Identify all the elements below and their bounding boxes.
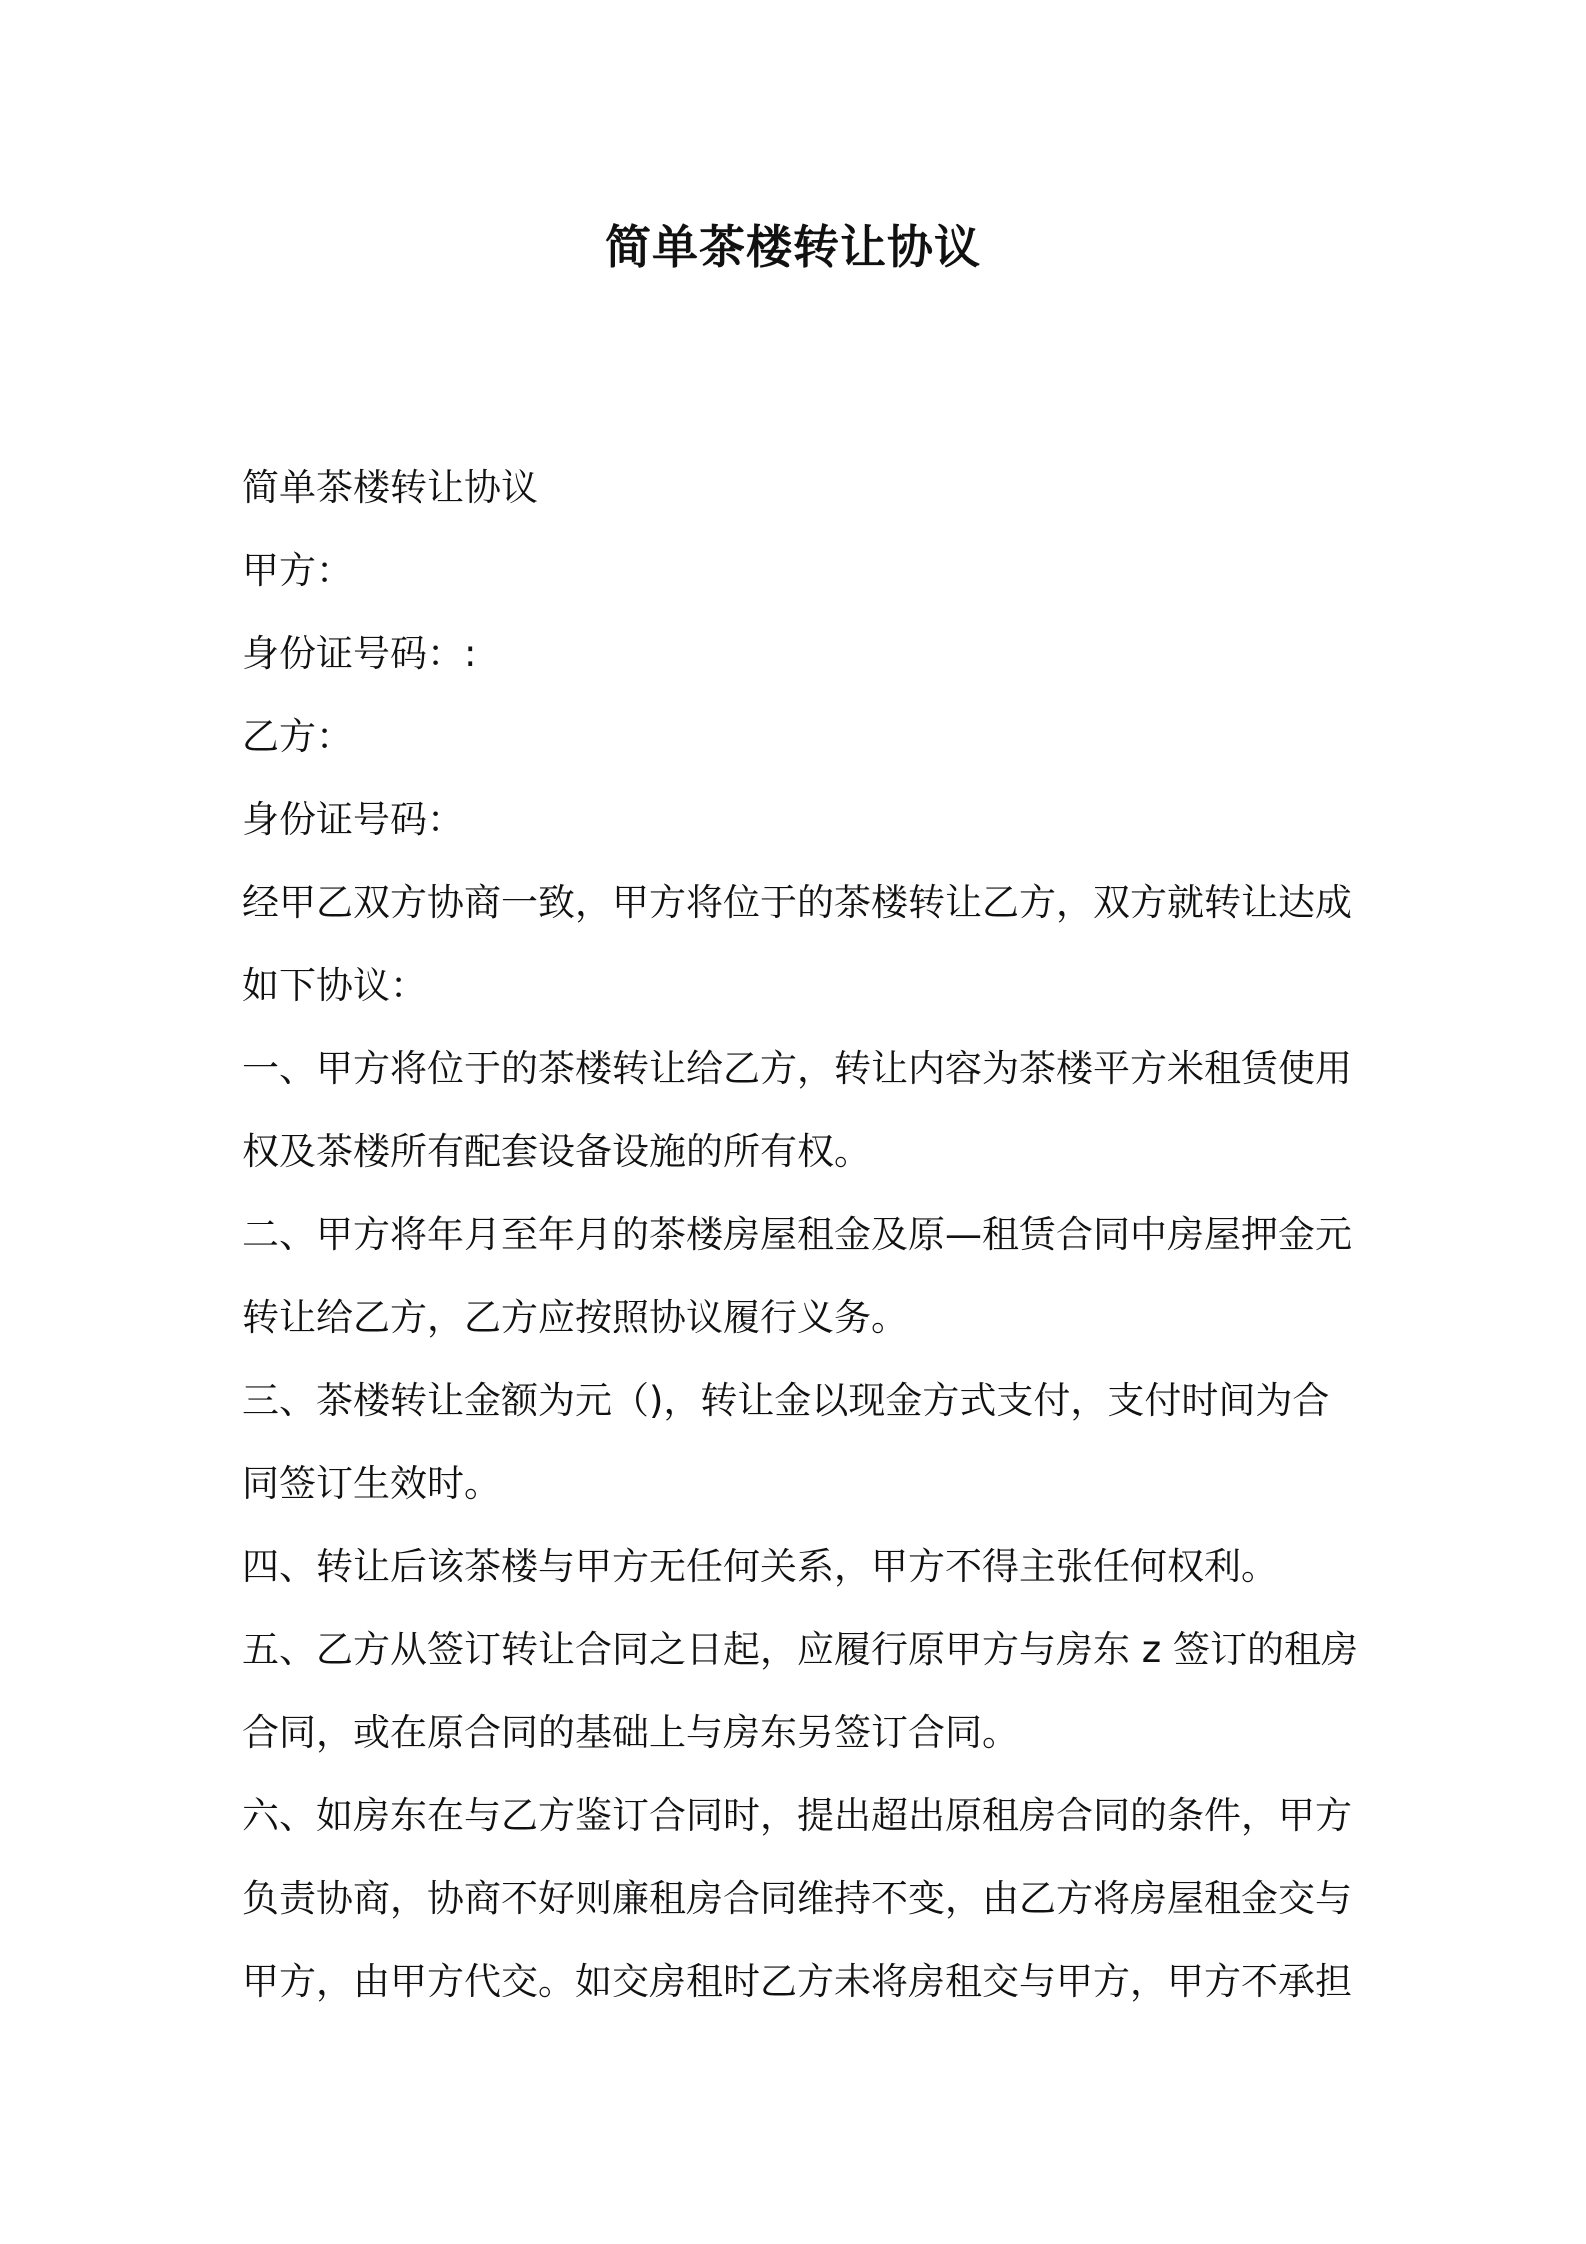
clause-1-line: 一、甲方将位于的茶楼转让给乙方，转让内容为茶楼平方米租赁使用 <box>242 1047 1352 1090</box>
clause-2-line: 转让给乙方，乙方应按照协议履行义务。 <box>242 1296 908 1339</box>
clause-2-line: 二、甲方将年月至年月的茶楼房屋租金及原—租赁合同中房屋押金元 <box>242 1213 1352 1256</box>
clause-3-line: 同签订生效时。 <box>242 1462 501 1505</box>
party-b-label: 乙方： <box>242 715 353 758</box>
clause-4-line: 四、转让后该茶楼与甲方无任何关系，甲方不得主张任何权利。 <box>242 1545 1278 1588</box>
clause-3-line: 三、茶楼转让金额为元（)，转让金以现金方式支付，支付时间为合 <box>242 1379 1330 1422</box>
clause-6-line: 甲方，由甲方代交。如交房租时乙方未将房租交与甲方，甲方不承担 <box>242 1960 1352 2003</box>
body-line-heading: 简单茶楼转让协议 <box>242 466 538 509</box>
clause-6-line: 负责协商，协商不好则廉租房合同维持不变，由乙方将房屋租金交与 <box>242 1877 1352 1920</box>
clause-5-line: 合同，或在原合同的基础上与房东另签订合同。 <box>242 1711 1019 1754</box>
intro-paragraph-line: 如下协议： <box>242 964 427 1007</box>
party-b-id-label: 身份证号码： <box>242 798 464 841</box>
intro-paragraph-line: 经甲乙双方协商一致，甲方将位于的茶楼转让乙方，双方就转让达成 <box>242 881 1352 924</box>
clause-5-line: 五、乙方从签订转让合同之日起，应履行原甲方与房东 z 签订的租房 <box>242 1628 1358 1671</box>
clause-6-line: 六、如房东在与乙方鉴订合同时，提出超出原租房合同的条件，甲方 <box>242 1794 1352 1837</box>
party-a-label: 甲方： <box>242 549 353 592</box>
document-body <box>242 446 1362 2023</box>
party-a-id-label: 身份证号码：: <box>242 632 477 675</box>
document-title: 简单茶楼转让协议 <box>605 220 981 274</box>
clause-1-line: 权及茶楼所有配套设备设施的所有权。 <box>242 1130 871 1173</box>
